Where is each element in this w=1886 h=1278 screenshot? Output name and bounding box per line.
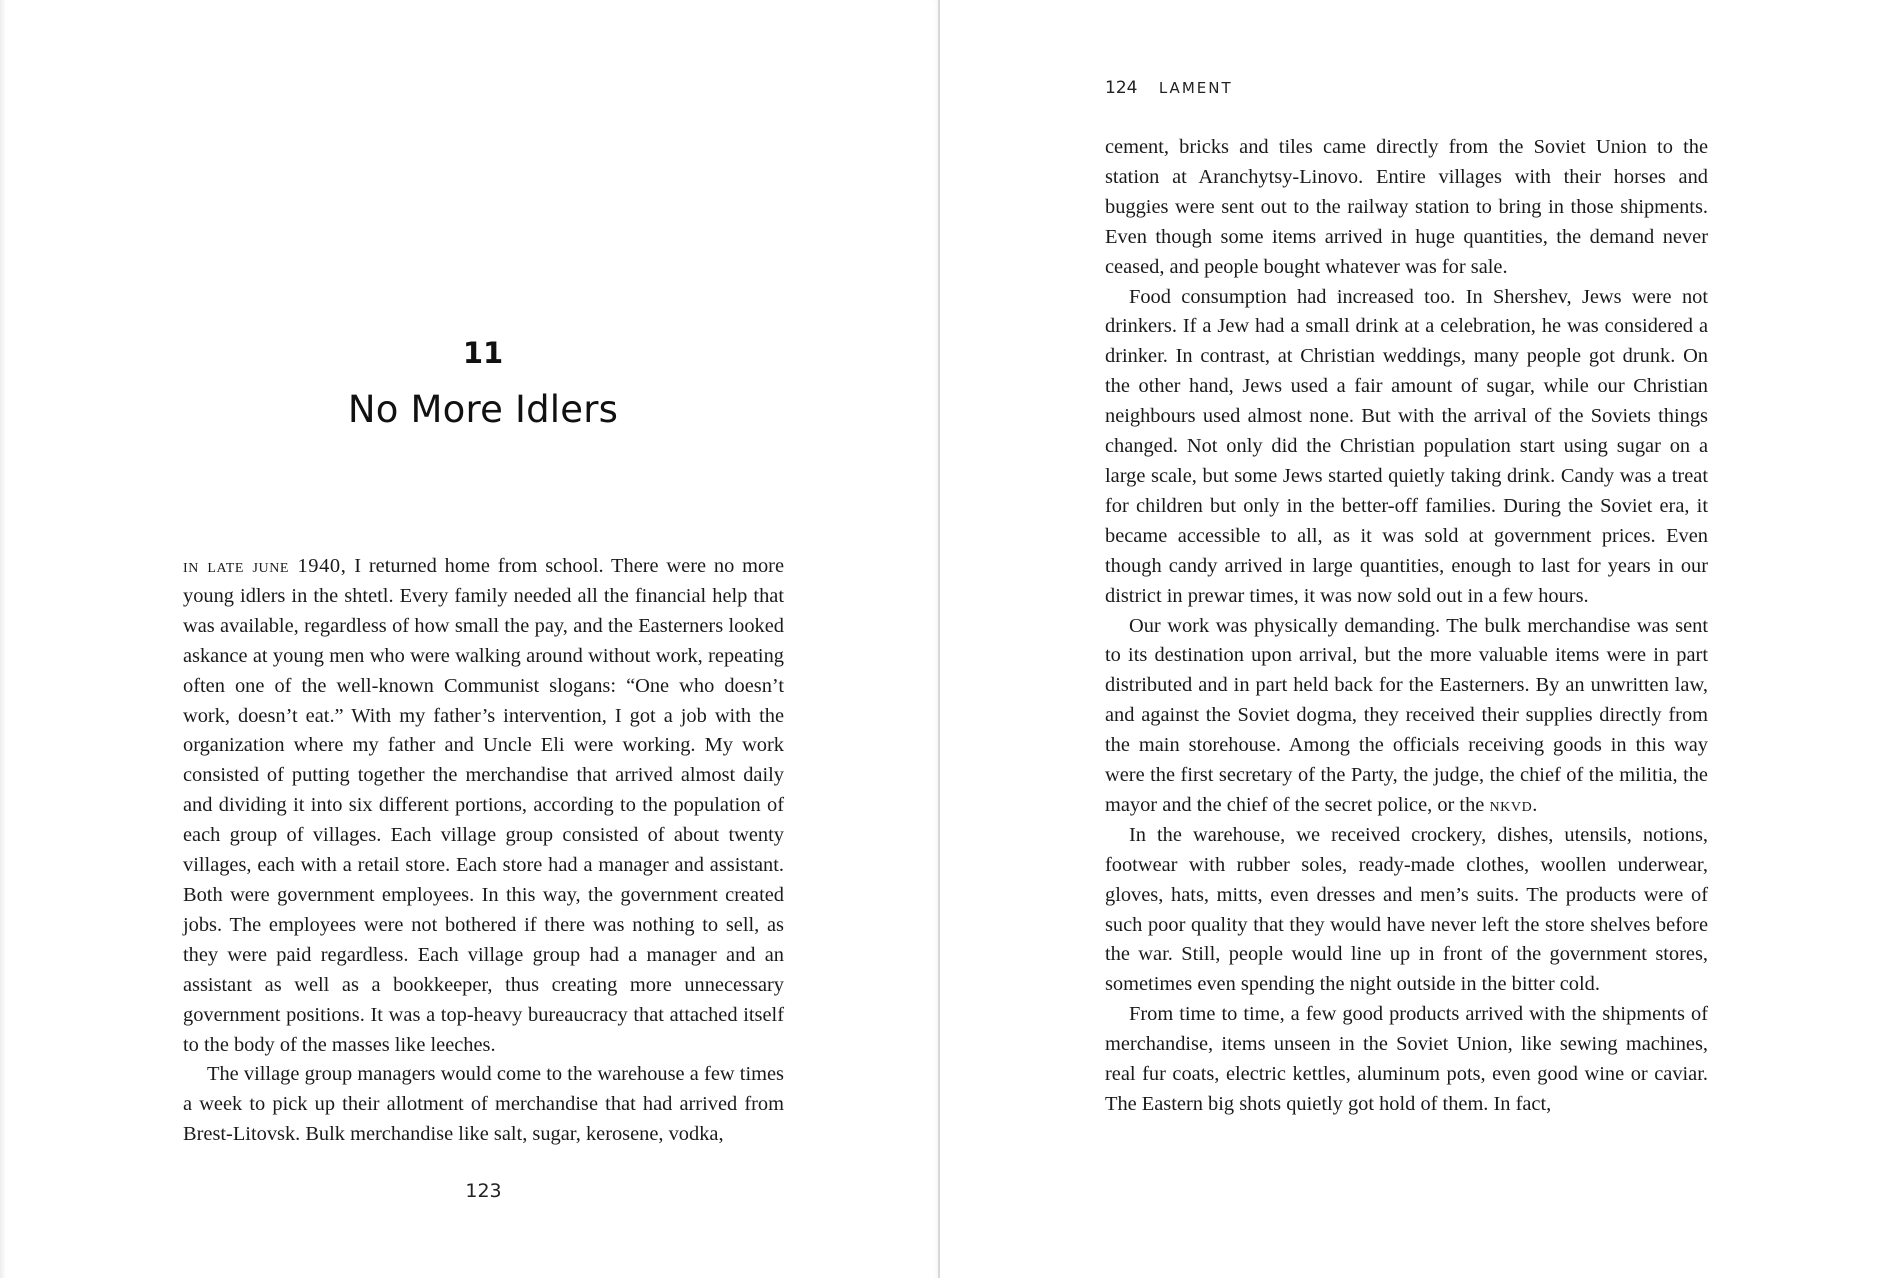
- opening-smallcaps: in late june 1940,: [183, 555, 347, 577]
- paragraph: In the warehouse, we received crockery, dishes, utensils, notions, footwear with rubber soles, ready-made clothes, woollen underwear, gloves, hats, mitts, even dresses and men’s suits. The products were of such poor quality that they would have never left the store shelves before the war. Still, people would line up in front of the government stores, sometimes even spending the night outside in the bitter cold.: [1105, 823, 1708, 996]
- left-body-text: [183, 552, 784, 1150]
- running-head-title: LAMENT: [1158, 79, 1233, 97]
- paragraph: From time to time, a few good products arrived with the shipments of merchandise, items unseen in the Soviet Union, like sewing machines, real fur coats, electric kettles, aluminum pots, even good wine or caviar. The Eastern big shots quietly got hold of them. In fact,: [1105, 1003, 1708, 1115]
- paragraph: [1105, 612, 1708, 821]
- paragraph-text: .: [1532, 793, 1538, 816]
- page-number: 123: [465, 1180, 502, 1202]
- right-body-text: [1105, 133, 1708, 1120]
- paragraph: cement, bricks and tiles came directly from the Soviet Union to the station at Aranchytsy-Linovo. Entire villages with their horses and buggies were sent out to the railway station to bring in those shipments. Even though some items arrived in huge quantities, the demand never ceased, and people bought whatever was for sale.: [1105, 136, 1708, 278]
- chapter-number: 11: [462, 336, 504, 370]
- paragraph: Food consumption had increased too. In Shershev, Jews were not drinkers. If a Jew had a small drink at a celebration, he was considered a drinker. In contrast, at Christian weddings, many people got drunk. On the other hand, Jews used a fair amount of sugar, while our Christian neighbours used almost none. But with the arrival of the Soviets things changed. Not only did the Christian population start using sugar on a large scale, but some Jews started quietly taking drink. Candy was a treat for children but only in the better-off families. During the Soviet era, it became accessible to all, as it was sold at government prices. Even though candy arrived in large quantities, enough to last for years in our district in prewar times, it was now sold out in a few hours.: [1105, 285, 1708, 607]
- running-head-page-number: 124: [1105, 78, 1138, 98]
- running-head: [1105, 78, 1233, 98]
- left-page: [0, 0, 940, 1278]
- paragraph: [183, 552, 784, 1060]
- acronym-nkvd: nkvd: [1489, 793, 1533, 816]
- paragraph: The village group managers would come to the warehouse a few times a week to pick up their allotment of merchandise that had arrived from Brest-Litovsk. Bulk merchandise like salt, sugar, kerosene, vodka,: [183, 1063, 784, 1146]
- chapter-title: No More Idlers: [347, 388, 619, 431]
- paragraph-text: Our work was physically demanding. The bulk merchandise was sent to its destination upon arrival, but the more valuable items were in part distributed and in part held back for the Easterners. By an unwritten law, and against the Soviet dogma, they received their supplies directly from the main storehouse. Among the officials receiving goods in this way were the first secretary of the Party, the judge, the chief of the militia, the mayor and the chief of the secret police, or the: [1105, 614, 1708, 816]
- paragraph-text: I returned home from school. There were no more young idlers in the shtetl. Every family needed all the financial help that was available, regardless of how small the pay, and the Easterners looked askance at young men who were walking around without work, repeating often one of the well-known Communist slogans: “One who doesn’t work, doesn’t eat.” With my father’s intervention, I got a job with the organization where my father and Uncle Eli were working. My work consisted of putting together the merchandise that arrived almost daily and dividing it into six different portions, according to the population of each group of villages. Each village group consisted of about twenty villages, each with a retail store. Each store had a manager and assistant. Both were government employees. In this way, the government created jobs. The employees were not bothered if there was nothing to sell, as they were paid regardless. Each village group had a manager and an assistant as well as a bookkeeper, thus creating more unnecessary government positions. It was a top-heavy bureaucracy that attached itself to the body of the masses like leeches.: [183, 555, 785, 1056]
- page-edge-shadow: [0, 0, 6, 1278]
